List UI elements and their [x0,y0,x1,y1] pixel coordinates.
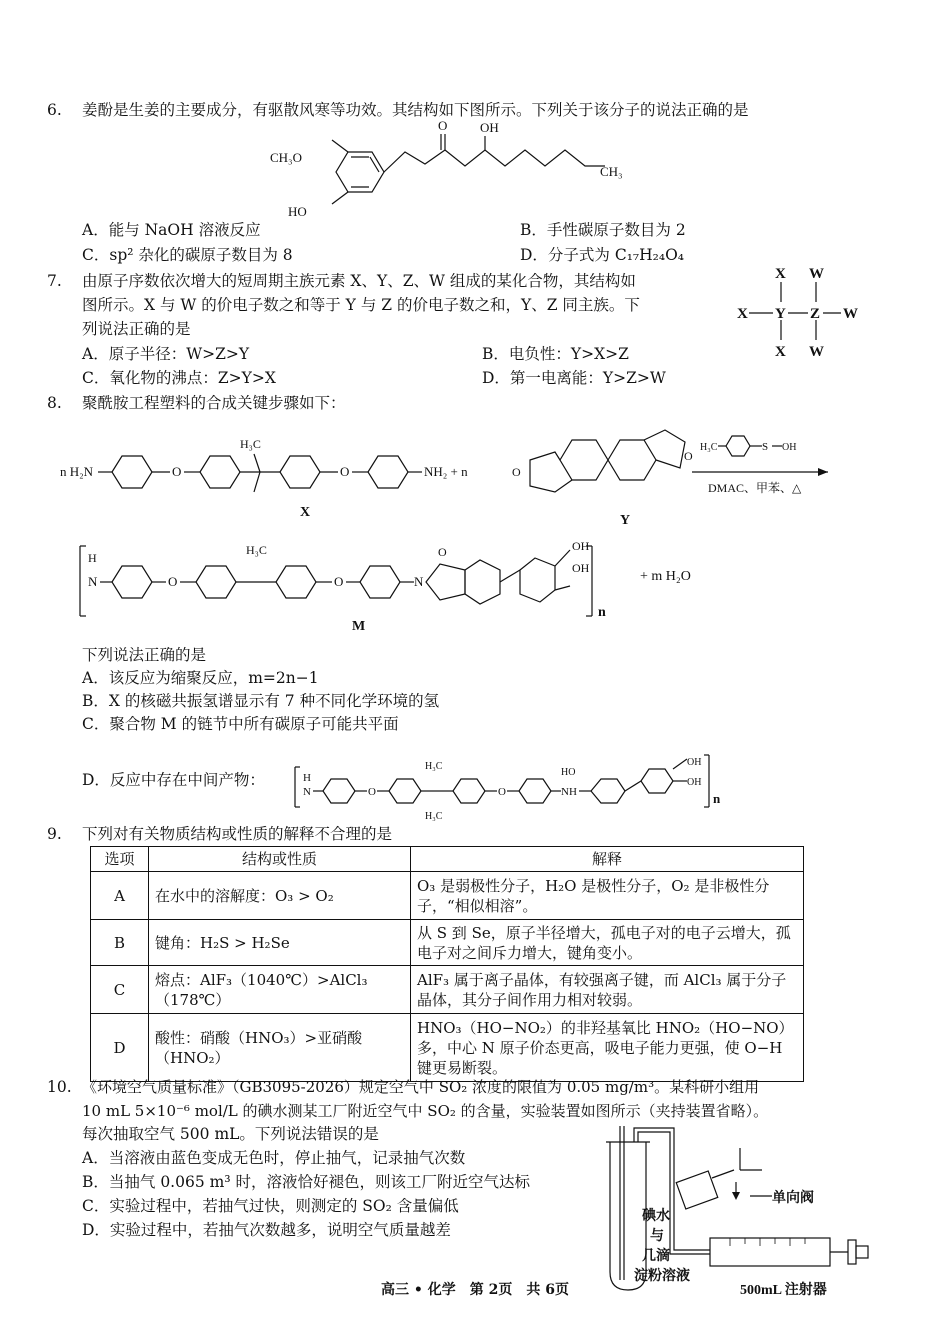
header-property: 结构或性质 [149,847,411,872]
label-x: X [300,505,311,520]
iodine-label-3: 几滴 [642,1249,670,1264]
atom-y: Y [775,306,786,322]
q7-line2: 图所示。X 与 W 的价电子数之和等于 Y 与 Z 的价电子数之和，Y、Z 同主族。下 [82,296,640,314]
d-methyl-bottom: H₃C [425,811,443,822]
q7-line1: 由原子序数依次增大的短周期主族元素 X、Y、Z、W 组成的某化合物，其结构如 [82,272,636,290]
d-o1: O [368,786,376,798]
atom-x-bottom: X [775,344,786,360]
d-oh-top: OH [687,757,702,768]
d-methyl-top: H₃C [425,761,443,772]
ch3-label: CH₃ [600,164,623,179]
ho-label: HO [288,204,307,219]
q10-option-b[interactable]: B．当抽气 0.065 m³ 时，溶液恰好褪色，则该工厂附近空气达标 [82,1173,530,1191]
catalyst-methyl: H₃C [700,442,718,453]
atom-x-top: X [775,266,786,282]
header-option: 选项 [91,847,149,872]
iodine-label-4: 淀粉溶液 [634,1269,690,1284]
d-ho: HO [561,767,576,778]
x-amine-right: NH₂ + n [424,464,468,479]
d-o2: O [498,786,506,798]
row-option: A [91,872,149,920]
q7-option-c[interactable]: C．氧化物的沸点：Z>Y>X [82,369,276,387]
q9-table [90,846,804,1082]
m-acid-oh-mid: OH [572,561,590,575]
d-repeat-n: n [713,791,721,806]
iodine-label-2: 与 [650,1229,664,1244]
q6-option-b[interactable]: B．手性碳原子数目为 2 [520,221,686,239]
q8-reaction-scheme [60,420,840,640]
table-header-row [91,847,804,872]
valve-label: 单向阀 [772,1191,814,1206]
q6-number: 6. [47,101,62,119]
q7-option-d[interactable]: D．第一电离能：Y>Z>W [482,369,666,387]
q6-stem: 姜酚是生姜的主要成分，有驱散风寒等功效。其结构如下图所示。下列关于该分子的说法正确的是 [82,101,749,119]
q8-option-d[interactable]: D．反应中存在中间产物： [82,771,265,789]
q10-apparatus [600,1122,890,1302]
q8-stem: 聚酰胺工程塑料的合成关键步骤如下： [82,394,346,412]
gingerol-structure [260,120,640,230]
q9-stem: 下列对有关物质结构或性质的解释不合理的是 [82,825,393,843]
row-option: B [91,920,149,966]
row-explanation: O₃ 是弱极性分子，H₂O 是极性分子，O₂ 是非极性分子，“相似相溶”。 [411,872,804,920]
q7-number: 7. [47,272,62,290]
q8-option-c[interactable]: C．聚合物 M 的链节中所有碳原子可能共平面 [82,715,399,733]
m-amide-h: H [88,551,97,565]
catalyst-sulfur: S [762,441,769,453]
m-ether-o1: O [168,574,178,589]
d-nh: NH [561,786,577,798]
q10-option-c[interactable]: C．实验过程中，若抽气过快，则测定的 SO₂ 含量偏低 [82,1197,459,1215]
m-ether-o2: O [334,574,344,589]
row-explanation: HNO₃（HO−NO₂）的非羟基氧比 HNO₂（HO−NO）多，中心 N 原子价态更高，吸电子能力更强，使 O−H 键更易断裂。 [411,1014,804,1082]
table-row[interactable] [91,920,804,966]
row-explanation: AlF₃ 属于离子晶体，有较强离子键，而 AlCl₃ 属于分子晶体，其分子间作用力相对较弱。 [411,966,804,1014]
row-explanation: 从 S 到 Se，原子半径增大，孤电子对的电子云增大，孤电子对之间斥力增大，键角变小。 [411,920,804,966]
q7-structure [735,262,865,362]
q10-option-d[interactable]: D．实验过程中，若抽气次数越多，说明空气质量越差 [82,1221,451,1239]
q8-number: 8. [47,394,62,412]
table-row[interactable] [91,1014,804,1082]
och3-label: CH₃O [270,150,302,165]
q10-line2: 10 mL 5×10⁻⁶ mol/L 的碘水测某工厂附近空气中 SO₂ 的含量，实验装置如图所示（夹持装置省略）。 [82,1102,769,1120]
q8-option-b[interactable]: B．X 的核磁共振氢谱显示有 7 种不同化学环境的氢 [82,692,440,710]
atom-x-left: X [737,306,748,322]
x-amine-left: n H₂N [60,464,94,479]
row-property: 在水中的溶解度：O₃ > O₂ [149,872,411,920]
x-ether-o2: O [340,464,350,479]
q9-number: 9. [47,825,62,843]
label-m: M [352,619,366,634]
iodine-label-1: 碘水 [642,1209,670,1224]
q7-line3: 列说法正确的是 [82,320,191,338]
x-ether-o1: O [172,464,182,479]
q6-option-d[interactable]: D．分子式为 C₁₇H₂₄O₄ [520,246,685,264]
x-methyl-top: H₃C [240,437,261,451]
y-ring-o-right: O [684,449,693,463]
catalyst-oh: OH [782,442,797,453]
atom-w-bottom: W [809,344,824,360]
m-imide-n: N [414,574,424,589]
m-amide-n: N [88,574,98,589]
table-row[interactable] [91,966,804,1014]
q10-number: 10. [47,1078,72,1096]
y-ring-o-left: O [512,465,521,479]
m-acid-oh-top: OH [572,539,590,553]
q8-option-a[interactable]: A．该反应为缩聚反应，m=2n−1 [82,669,319,687]
byproduct-water: + m H₂O [640,569,691,584]
q7-option-b[interactable]: B．电负性：Y>X>Z [482,345,629,363]
q7-option-a[interactable]: A．原子半径：W>Z>Y [82,345,250,363]
label-y: Y [620,513,631,528]
ketone-o-label: O [438,118,448,133]
hydroxyl-label: OH [480,120,499,135]
reaction-conditions: DMAC、甲苯、△ [708,481,802,495]
row-property: 酸性：硝酸（HNO₃）>亚硝酸（HNO₂） [149,1014,411,1082]
row-property: 熔点：AlF₃（1040℃）>AlCl₃（178℃） [149,966,411,1014]
atom-z: Z [810,306,821,322]
q6-option-c[interactable]: C．sp² 杂化的碳原子数目为 8 [82,246,293,264]
q8-ask: 下列说法正确的是 [82,646,207,664]
q8-intermediate-structure [295,745,775,825]
row-option: C [91,966,149,1014]
m-imide-o-top: O [438,545,447,559]
q6-option-a[interactable]: A．能与 NaOH 溶液反应 [82,221,261,239]
m-repeat-n: n [598,605,606,620]
d-h: H [303,772,311,784]
syringe-label: 500mL 注射器 [740,1283,827,1298]
header-explanation: 解释 [411,847,804,872]
m-methyl-top: H₃C [246,543,267,557]
row-option: D [91,1014,149,1082]
q10-option-a[interactable]: A．当溶液由蓝色变成无色时，停止抽气，记录抽气次数 [82,1149,466,1167]
page-footer: 高三 • 化学 第 2页 共 6页 [381,1282,569,1298]
atom-w-top: W [809,266,824,282]
q10-line3: 每次抽取空气 500 mL。下列说法错误的是 [82,1125,379,1143]
table-row[interactable] [91,872,804,920]
q10-line1: 《环境空气质量标准》（GB3095-2026）规定空气中 SO₂ 浓度的限值为 0.05 mg/m³。某科研小组用 [82,1078,760,1096]
d-oh-mid: OH [687,777,702,788]
row-property: 键角：H₂S > H₂Se [149,920,411,966]
d-n: N [303,786,311,798]
atom-w-right: W [843,306,858,322]
